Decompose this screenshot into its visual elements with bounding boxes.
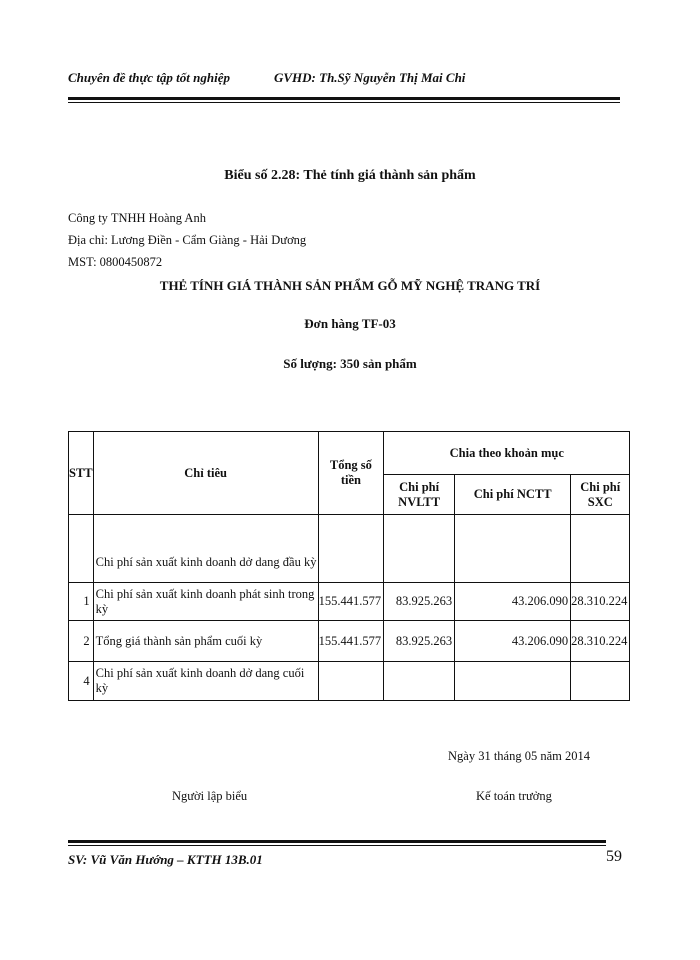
company-name: Công ty TNHH Hoàng Anh: [68, 211, 206, 225]
row-item: Chi phí sản xuất kinh doanh phát sinh trong kỳ: [93, 583, 318, 621]
row-stt: 2: [69, 621, 94, 662]
order-number: Đơn hàng TF-03: [304, 316, 396, 331]
page-number: 59: [606, 848, 622, 865]
row-total: 155.441.577: [318, 583, 384, 621]
header-report-title: Chuyên đề thực tập tốt nghiệp: [68, 70, 230, 85]
table-row: [69, 662, 630, 701]
row-nc: 43.206.090: [455, 621, 571, 662]
figure-title: Biểu số 2.28: Thẻ tính giá thành sản phẩm: [224, 168, 476, 183]
row-nvl: 83.925.263: [384, 621, 455, 662]
row-stt: 1: [69, 583, 94, 621]
table-row: [69, 515, 630, 583]
row-item: Tổng giá thành sản phẩm cuối kỳ: [93, 621, 318, 662]
cost-table: [68, 431, 630, 701]
row-nc: 43.206.090: [455, 583, 571, 621]
company-address: Địa chỉ: Lương Điền - Cẩm Giàng - Hải Dương: [68, 233, 307, 247]
preparer-label: Người lập biểu: [172, 789, 248, 803]
row-sx: 28.310.224: [571, 621, 630, 662]
header-supervisor: GVHD: Th.Sỹ Nguyễn Thị Mai Chi: [274, 70, 466, 85]
row-nvl: [384, 662, 455, 701]
row-item: Chi phí sản xuất kinh doanh dở dang cuối kỳ: [93, 662, 318, 701]
header-total: Tổng số tiền: [318, 432, 384, 515]
row-item: Chi phí sản xuất kinh doanh dở dang đầu kỳ: [93, 515, 318, 583]
header-item: Chỉ tiêu: [93, 432, 318, 515]
header-nc: Chi phí NCTT: [455, 475, 571, 515]
company-info: [68, 207, 306, 273]
header-divider-thin: [68, 102, 620, 103]
table-row: [69, 583, 630, 621]
header-divider: [68, 97, 620, 100]
row-sx: [571, 515, 630, 583]
row-total: [318, 515, 384, 583]
header-sx: Chi phí SXC: [571, 475, 630, 515]
row-stt: 4: [69, 662, 94, 701]
row-nc: [455, 515, 571, 583]
row-sx: [571, 662, 630, 701]
row-nvl: 83.925.263: [384, 583, 455, 621]
header-group: Chia theo khoản mục: [384, 432, 630, 475]
row-nvl: [384, 515, 455, 583]
table-row: [69, 621, 630, 662]
footer-divider-thin: [68, 845, 606, 846]
row-stt: [69, 515, 94, 583]
signature-date: Ngày 31 tháng 05 năm 2014: [448, 749, 590, 763]
row-total: 155.441.577: [318, 621, 384, 662]
row-nc: [455, 662, 571, 701]
footer-divider: [68, 840, 606, 843]
row-total: [318, 662, 384, 701]
chief-accountant-label: Kế toán trưởng: [476, 789, 552, 803]
footer-student: SV: Vũ Văn Hướng – KTTH 13B.01: [68, 852, 263, 867]
company-tax-code: MST: 0800450872: [68, 255, 163, 269]
row-sx: 28.310.224: [571, 583, 630, 621]
document-title: THẺ TÍNH GIÁ THÀNH SẢN PHẨM GỖ MỸ NGHỆ TRANG TRÍ: [159, 278, 541, 293]
header-stt: STT: [69, 432, 94, 515]
product-quantity: Số lượng: 350 sản phẩm: [283, 356, 417, 371]
header-nvl: Chi phí NVLTT: [384, 475, 455, 515]
